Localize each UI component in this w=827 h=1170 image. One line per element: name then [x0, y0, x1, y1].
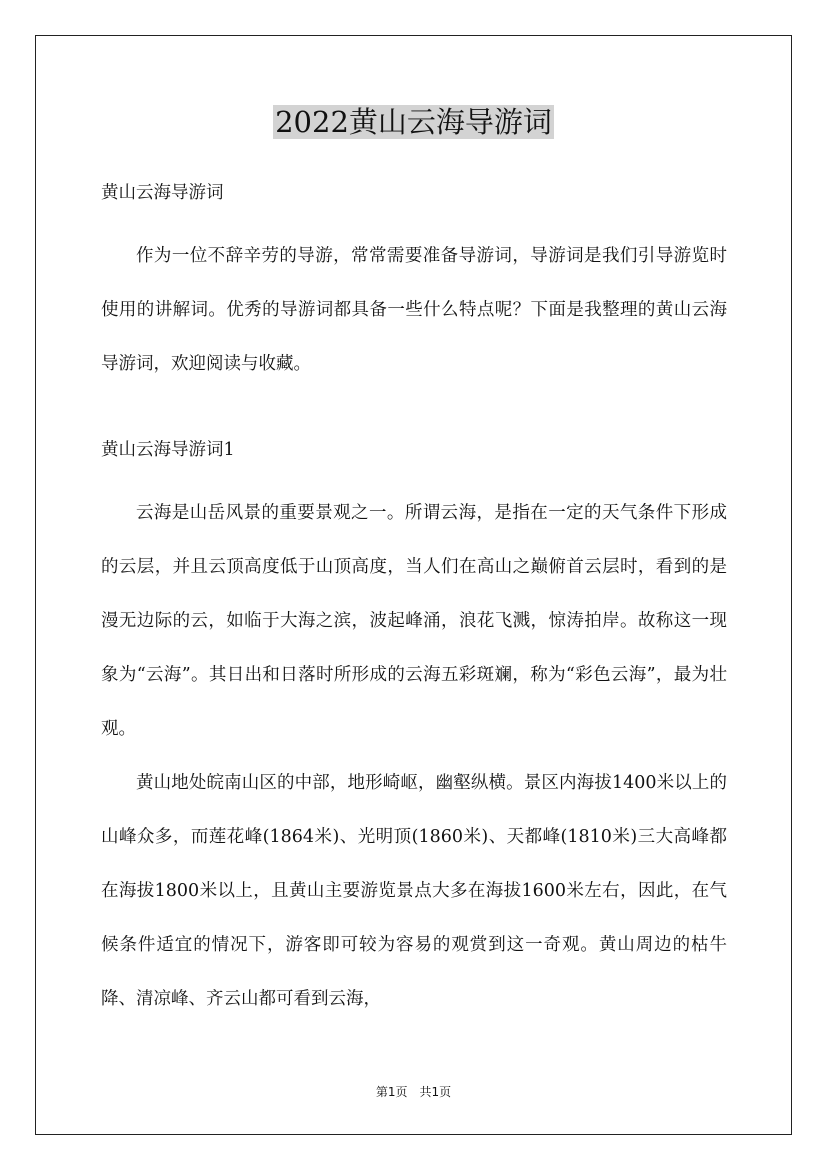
section-paragraph-2: 黄山地处皖南山区的中部，地形崎岖，幽壑纵横。景区内海拔1400米以上的山峰众多，而莲花峰(1864米)、光明顶(1860米)、天都峰(1810米)三大高峰都在海拔1800米以上，且黄山主要游览景点大多在海拔1600米左右，因此，在气候条件适宜的情况下，游客即可较为容易的观赏到这一奇观。黄山周边的枯牛降、清凉峰、齐云山都可看到云海，: [101, 773, 727, 1009]
section-paragraph-1: 云海是山岳风景的重要景观之一。所谓云海，是指在一定的天气条件下形成的云层，并且云顶高度低于山顶高度，当人们在高山之巅俯首云层时，看到的是漫无边际的云，如临于大海之滨，波起峰涌，浪花飞溅，惊涛拍岸。故称这一现象为“云海”。其日出和日落时所形成的云海五彩斑斓，称为“彩色云海”，最为壮观。: [101, 503, 727, 739]
page-footer: [0, 1083, 827, 1100]
document-title-block: [0, 103, 827, 141]
document-title: 2022黄山云海导游词: [275, 105, 552, 139]
intro-paragraph: 作为一位不辞辛劳的导游，常常需要准备导游词，导游词是我们引导游览时使用的讲解词。优秀的导游词都具备一些什么特点呢？下面是我整理的黄山云海导游词，欢迎阅读与收藏。: [101, 246, 727, 374]
document-body: [101, 182, 727, 1026]
intro-heading: 黄山云海导游词: [101, 183, 224, 203]
section-heading-1: 黄山云海导游词1: [101, 440, 235, 460]
page-number: 第1页 共1页: [375, 1085, 452, 1099]
